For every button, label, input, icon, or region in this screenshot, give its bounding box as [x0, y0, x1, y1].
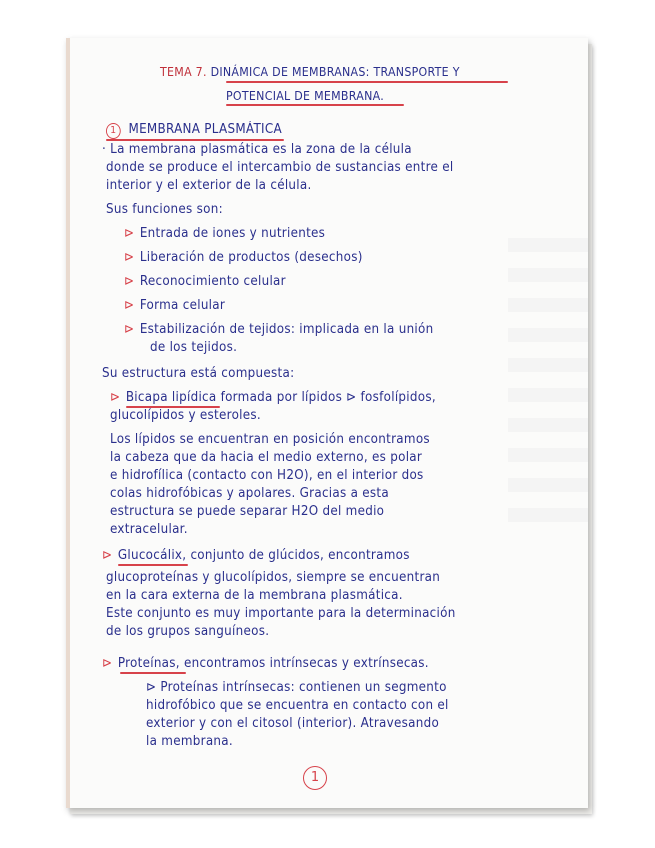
glucocalix-underline: [118, 564, 188, 566]
proteinas-sub-line-1: ⊳ Proteínas intrínsecas: contienen un segmento: [146, 680, 447, 695]
function-item-5-cont: de los tejidos.: [150, 340, 238, 355]
bicapa-para-6: extracelular.: [110, 522, 188, 537]
function-item-2: ⊳ Liberación de productos (desechos): [124, 250, 363, 265]
page-number: 1: [303, 766, 327, 790]
proteinas-sub-line-3: exterior y con el citosol (interior). Atravesando: [146, 716, 440, 731]
arrow-icon: ⊳: [102, 548, 113, 563]
intro-line-1: · La membrana plasmática es la zona de la célula: [102, 142, 412, 157]
intro-line-2: donde se produce el intercambio de sustancias entre el: [106, 160, 454, 175]
proteinas-sub-line-4: la membrana.: [146, 734, 233, 749]
section-title: MEMBRANA PLASMÁTICA: [128, 122, 282, 137]
bicapa-label: Bicapa lipídica: [125, 390, 217, 405]
title-underline-1: [226, 81, 508, 83]
bicapa-para-4: colas hidrofóbicas y apolares. Gracias a esta: [110, 486, 389, 501]
section-underline: [106, 139, 284, 141]
glucocalix-line-5: de los grupos sanguíneos.: [106, 624, 270, 639]
title-underline-2: [226, 104, 404, 106]
bicapa-line-1: [110, 390, 436, 406]
function-item-1: ⊳ Entrada de iones y nutrientes: [124, 226, 326, 241]
bicapa-para-2: la cabeza que da hacia el medio externo, es polar: [110, 450, 423, 465]
functions-heading: Sus funciones son:: [106, 202, 223, 217]
structure-heading: Su estructura está compuesta:: [102, 366, 295, 381]
bicapa-line-2: glucolípidos y esteroles.: [110, 408, 261, 423]
page-edge: [66, 38, 70, 808]
arrow-icon: ⊳: [124, 274, 135, 289]
function-item-5: ⊳ Estabilización de tejidos: implicada en la unión: [124, 322, 434, 337]
proteinas-line-1: [102, 656, 429, 672]
intro-line-3: interior y el exterior de la célula.: [106, 178, 312, 193]
proteinas-underline: [120, 672, 186, 674]
arrow-icon: ⊳: [110, 390, 121, 405]
function-item-4: ⊳ Forma celular: [124, 298, 226, 313]
title-topic: DINÁMICA DE MEMBRANAS: TRANSPORTE Y: [210, 65, 460, 79]
arrow-icon: ⊳: [124, 298, 135, 313]
glucocalix-line-3: en la cara externa de la membrana plasmática.: [106, 588, 403, 603]
section-number: 1: [106, 123, 121, 139]
glucocalix-label: Glucocálix: [117, 548, 183, 563]
title-line-1: [160, 64, 460, 80]
arrow-icon: ⊳: [124, 226, 135, 241]
proteinas-label: Proteínas: [117, 656, 176, 671]
glucocalix-line-1: [102, 548, 410, 564]
glucocalix-desc: , conjunto de glúcidos, encontramos: [182, 548, 410, 563]
bleed-through: [508, 238, 588, 538]
function-item-3: ⊳ Reconocimiento celular: [124, 274, 286, 289]
bicapa-desc: formada por lípidos ⊳ fosfolípidos,: [220, 390, 436, 405]
glucocalix-line-4: Este conjunto es muy importante para la determinación: [106, 606, 456, 621]
proteinas-desc: , encontramos intrínsecas y extrínsecas.: [175, 656, 429, 671]
title-tema: TEMA 7.: [160, 65, 207, 79]
arrow-icon: ⊳: [124, 250, 135, 265]
proteinas-sub-line-2: hidrofóbico que se encuentra en contacto con el: [146, 698, 449, 713]
section-heading: [106, 122, 282, 139]
notebook-page: [66, 38, 588, 808]
glucocalix-line-2: glucoproteínas y glucolípidos, siempre se encuentran: [106, 570, 441, 585]
bicapa-para-5: estructura se puede separar H2O del medio: [110, 504, 385, 519]
bicapa-para-1: Los lípidos se encuentran en posición encontramos: [110, 432, 430, 447]
arrow-icon: ⊳: [102, 656, 113, 671]
arrow-icon: ⊳: [124, 322, 135, 337]
title-line-2: POTENCIAL DE MEMBRANA.: [226, 89, 385, 103]
bicapa-para-3: e hidrofílica (contacto con H2O), en el interior dos: [110, 468, 424, 483]
